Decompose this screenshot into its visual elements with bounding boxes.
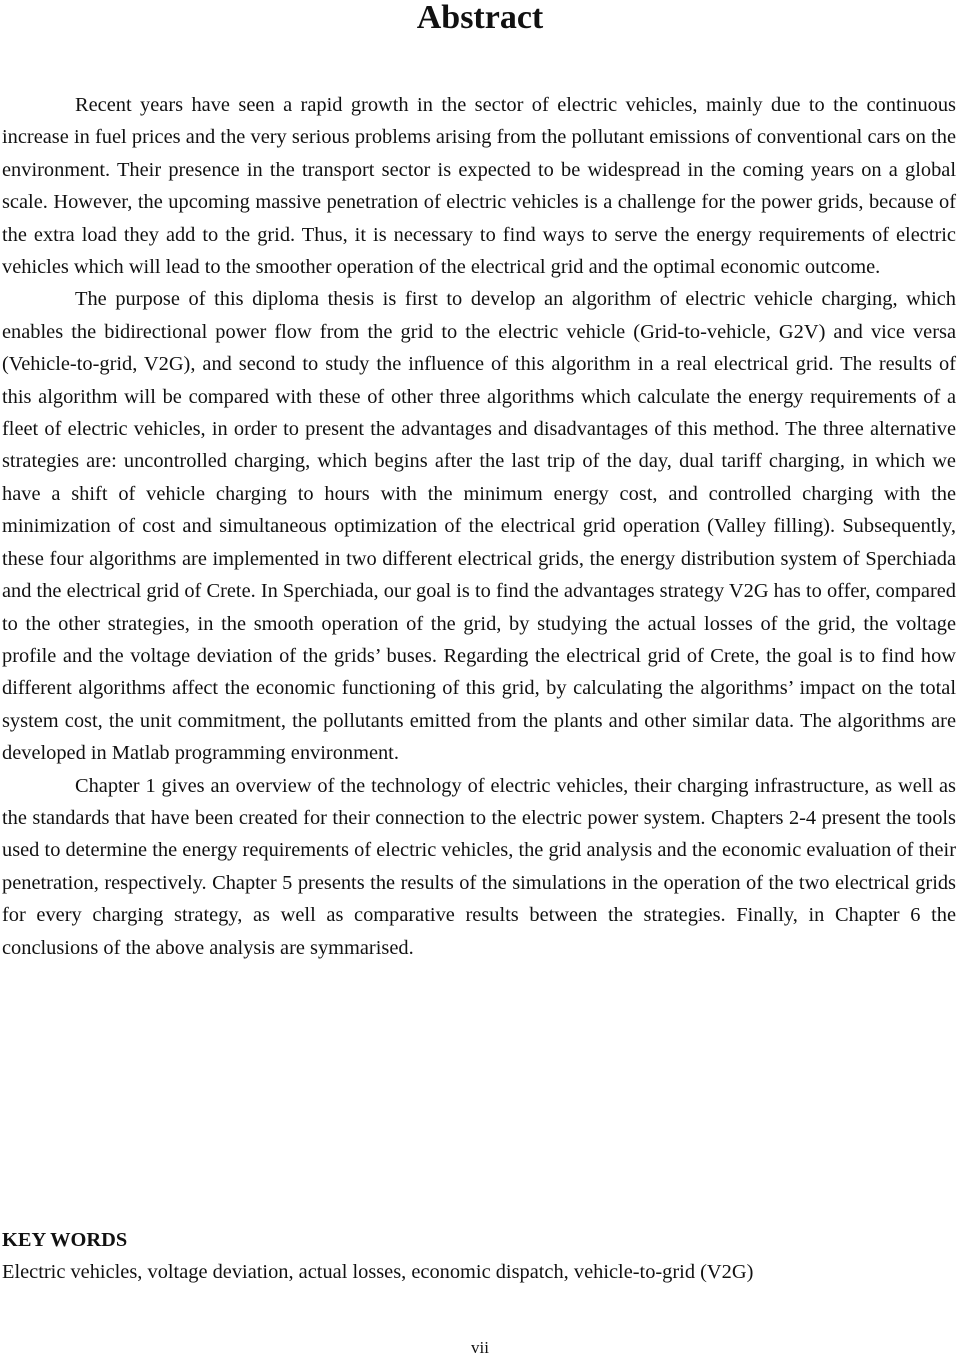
abstract-paragraph-1: Recent years have seen a rapid growth in the sector of electric vehicles, mainly due to the continuous increase in fuel prices and the very serious problems arising from the pollutant emissions of conventional cars on the environment. Their presence in the transport sector is expected to be widespread in the coming years on a global scale. However, the upcoming massive penetration of electric vehicles is a challenge for the power grids, because of the extra load they add to the grid. Thus, it is necessary to find ways to serve the energy requirements of electric vehicles which will lead to the smoother operation of the electrical grid and the optimal economic outcome. xyxy=(2,94,956,279)
page-title: Abstract xyxy=(416,0,544,36)
abstract-body xyxy=(2,89,956,964)
page-number: vii xyxy=(471,1338,489,1357)
abstract-paragraph-3: Chapter 1 gives an overview of the technology of electric vehicles, their charging infrastructure, as well as the standards that have been created for their connection to the electric power system. Chapters 2-4 present the tools used to determine the energy requirements of electric vehicles, the grid analysis and the economic evaluation of their penetration, respectively. Chapter 5 presents the results of the simulations in the operation of the two electrical grids for every charging strategy, as well as comparative results between the strategies. Finally, in Chapter 6 the conclusions of the above analysis are symmarised. xyxy=(2,774,956,959)
keywords-section xyxy=(2,1224,956,1289)
abstract-paragraph-2: The purpose of this diploma thesis is first to develop an algorithm of electric vehicle charging, which enables the bidirectional power flow from the grid to the electric vehicle (Grid-to-vehicle, G2V) and vice versa (Vehicle-to-grid, V2G), and second to study the influence of this algorithm in a real electrical grid. The results of this algorithm will be compared with these of other three algorithms which calculate the energy requirements of a fleet of electric vehicles, in order to present the advantages and disadvantages of this method. The three alternative strategies are: uncontrolled charging, which begins after the last trip of the day, dual tariff charging, in which we have a shift of vehicle charging to hours with the minimum energy cost, and controlled charging with the minimization of cost and simultaneous optimization of the electrical grid operation (Valley filling). Subsequently, these four algorithms are implemented in two different electrical grids, the energy distribution system of Sperchiada and the electrical grid of Crete. In Sperchiada, our goal is to find the advantages strategy V2G has to offer, compared to the other strategies, in the smooth operation of the grid, by studying the actual losses of the grid, the voltage profile and the voltage deviation of the grids’ buses. Regarding the electrical grid of Crete, the goal is to find how different algorithms affect the economic functioning of this grid, by calculating the algorithms’ impact on the total system cost, the unit commitment, the pollutants emitted from the plants and other similar data. The algorithms are developed in Matlab programming environment. xyxy=(2,288,956,765)
keywords-list: Electric vehicles, voltage deviation, actual losses, economic dispatch, vehicle-to-grid (V2G) xyxy=(2,1261,754,1284)
keywords-heading: KEY WORDS xyxy=(2,1229,128,1251)
